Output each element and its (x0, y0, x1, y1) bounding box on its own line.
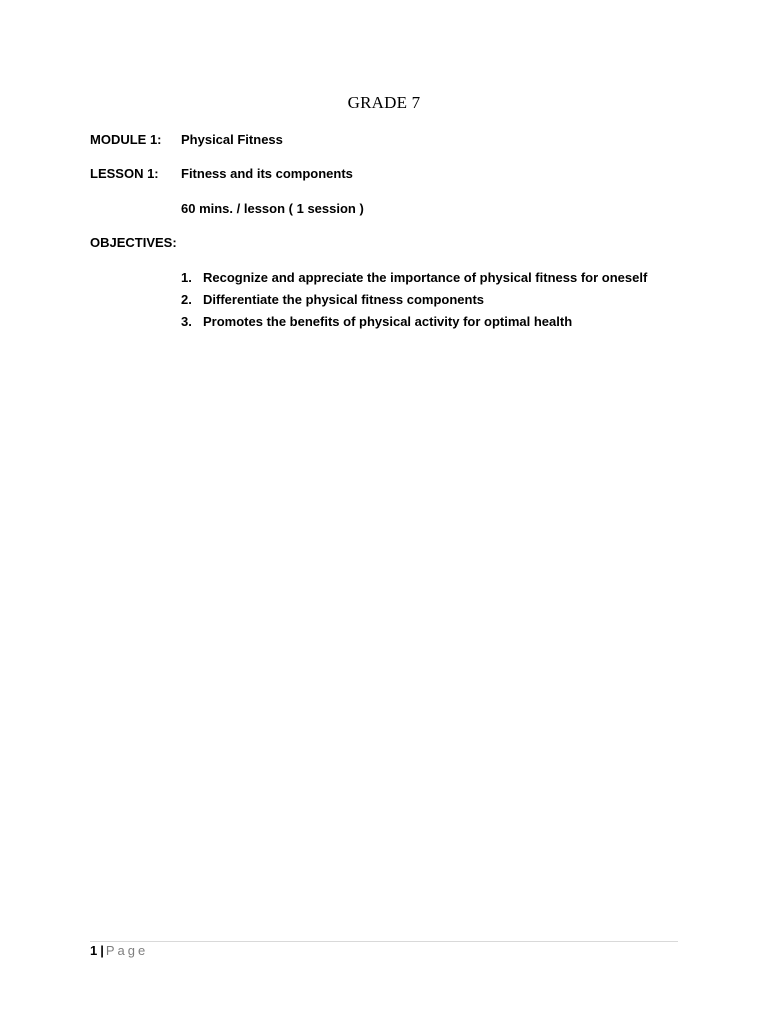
lesson-row (90, 166, 353, 181)
lesson-duration: 60 mins. / lesson ( 1 session ) (181, 201, 364, 216)
list-item-number: 3. (181, 314, 192, 329)
objectives-label: OBJECTIVES: (90, 235, 177, 250)
list-item-number: 1. (181, 270, 192, 285)
list-item (181, 313, 647, 335)
page-number: 1 (90, 943, 98, 958)
list-item-text: Recognize and appreciate the importance of physical fitness for oneself (203, 270, 648, 285)
lesson-value: Fitness and its components (181, 166, 353, 181)
objectives-list (181, 269, 647, 335)
footer-separator: | (100, 943, 104, 958)
list-item (181, 269, 647, 291)
list-item-number: 2. (181, 292, 192, 307)
list-item (181, 291, 647, 313)
footer-divider (90, 941, 678, 942)
list-item-text: Promotes the benefits of physical activity for optimal health (203, 314, 573, 329)
page-footer (90, 943, 148, 958)
module-label: MODULE 1: (90, 132, 162, 147)
document-title: GRADE 7 (347, 93, 421, 112)
page-word: Page (105, 943, 149, 958)
lesson-label: LESSON 1: (90, 166, 159, 181)
objectives-heading (90, 235, 181, 250)
module-row (90, 132, 283, 147)
module-value: Physical Fitness (181, 132, 283, 147)
list-item-text: Differentiate the physical fitness components (203, 292, 485, 307)
